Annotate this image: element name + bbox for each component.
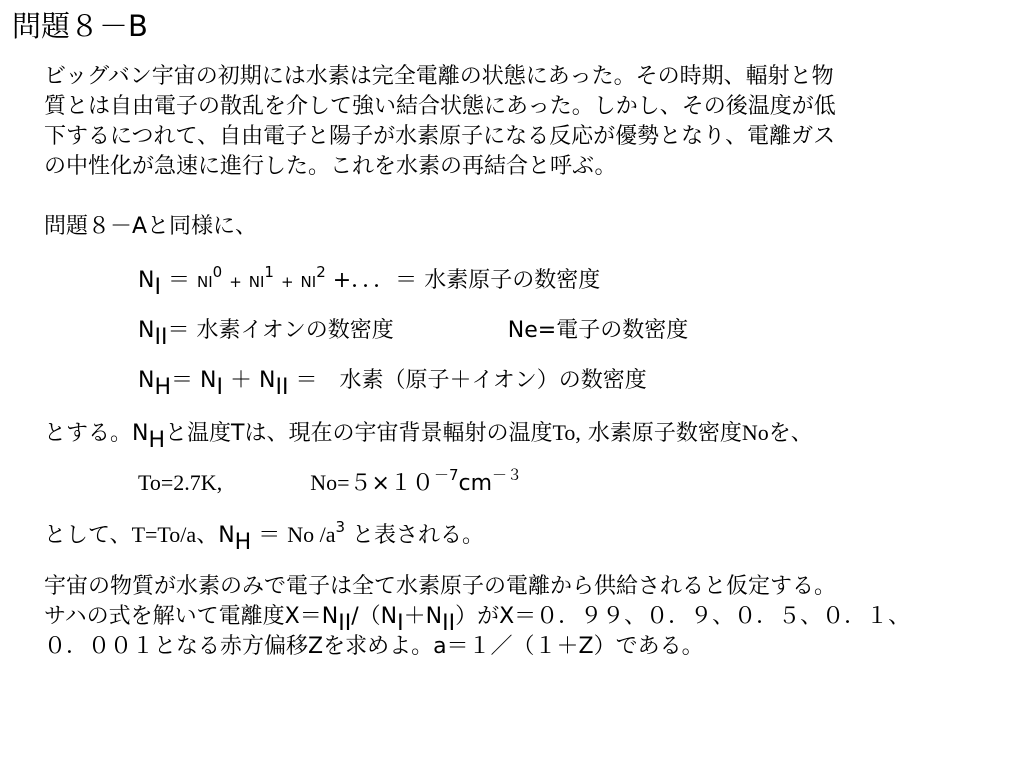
def-c: 水素原子数密度: [587, 421, 742, 446]
eq2-n: N: [138, 318, 155, 343]
task-line-1: 宇宙の物質が水素のみで電子は全て水素原子の電離から供給されると仮定する。: [44, 574, 837, 599]
same-as-line: [44, 212, 257, 242]
intro-paragraph: [44, 62, 1020, 182]
eq3-n: N: [138, 368, 155, 393]
eq3-n3: N: [259, 368, 276, 393]
scaling-sub-h: H: [234, 530, 252, 555]
task-paragraph: [44, 572, 1020, 662]
value-unit: cm: [458, 471, 493, 496]
task-l2-n1: N: [321, 604, 339, 629]
task-l2-plus: ＋: [403, 604, 426, 629]
scaling-a: として、: [44, 523, 132, 548]
scaling-exp: 3: [335, 518, 346, 536]
eq3-sub-h: H: [154, 375, 172, 400]
def-to: To,: [552, 420, 581, 445]
eq1-sup0: 0: [212, 263, 223, 281]
def-b: と温度Tは、現在の宇宙背景輻射の温度: [165, 421, 553, 446]
scaling-equals: ＝: [258, 523, 281, 548]
scaling-no: No /a: [287, 522, 336, 547]
eq2-electron: Ne=電子の数密度: [507, 318, 689, 343]
value-mantissa: ５×１０: [349, 471, 434, 496]
eq1-ni1: NI: [248, 273, 265, 291]
scaling-c: と表される。: [352, 523, 485, 548]
value-to: To=2.7K,: [138, 470, 223, 495]
scaling-t: T=To/a: [131, 522, 197, 547]
task-l2-n2: N: [380, 604, 398, 629]
eq3-n2: N: [200, 368, 217, 393]
def-d: を、: [768, 421, 813, 446]
title-text: 問題８－B: [12, 9, 148, 43]
scaling-n: N: [218, 523, 235, 548]
def-a: とする。: [44, 421, 133, 446]
task-l2-sub-i: I: [397, 611, 404, 636]
task-l2a: サハの式を解いて電離度X＝: [44, 604, 322, 629]
task-l2-n3: N: [425, 604, 443, 629]
equation-total: [138, 366, 647, 400]
def-sub-h: H: [148, 428, 166, 453]
slide-title: [12, 8, 148, 44]
scaling-b: 、: [196, 523, 219, 548]
eq1-dots: +．．．＝: [332, 268, 418, 293]
eq1-sup2: 2: [316, 263, 326, 281]
task-l2c: ）がX＝０．９９、０．９、０．５、０．１、: [455, 604, 911, 629]
eq3-description: ＝ 水素（原子＋イオン）の数密度: [295, 368, 647, 393]
eq1-description: 水素原子の数密度: [424, 268, 601, 293]
intro-line-2: 質とは自由電子の散乱を介して強い結合状態にあった。しかし、その後温度が低: [44, 94, 836, 119]
value-exp1: －7: [433, 466, 459, 484]
task-l2b: /（: [351, 604, 381, 629]
equation-ion: [138, 316, 689, 350]
eq1-n: N: [138, 268, 155, 293]
intro-line-4: の中性化が急速に進行した。これを水素の再結合と呼ぶ。: [44, 154, 617, 179]
task-l2-sub-ii1: II: [338, 611, 352, 636]
eq1-plus2: +: [280, 273, 294, 291]
values-line: [138, 468, 522, 499]
def-no: No: [741, 420, 769, 445]
eq1-sub-i: I: [154, 275, 161, 300]
eq1-equals: ＝: [167, 268, 190, 293]
eq1-ni2: NI: [300, 273, 317, 291]
definition-line: [44, 418, 813, 453]
task-line-3: ０．００１となる赤方偏移Zを求めよ。a＝１／（１＋Z）である。: [44, 634, 704, 659]
eq1-sup1: 1: [264, 263, 274, 281]
equation-neutral: [138, 263, 601, 300]
eq3-equals: ＝: [171, 368, 194, 393]
eq1-ni0: NI: [196, 273, 213, 291]
scaling-line: [44, 518, 485, 555]
intro-line-1: ビッグバン宇宙の初期には水素は完全電離の状態にあった。その時期、輻射と物: [44, 64, 834, 89]
task-l2-sub-ii2: II: [442, 611, 456, 636]
def-n: N: [132, 421, 149, 446]
eq2-description: ＝ 水素イオンの数密度: [167, 318, 394, 343]
eq1-plus1: +: [229, 273, 242, 291]
eq3-sub-i: I: [216, 375, 223, 400]
same-as-text: 問題８－Aと同様に、: [44, 214, 258, 239]
value-no: No=: [310, 470, 350, 495]
eq2-sub-ii: II: [154, 325, 168, 350]
value-exp2: －３: [492, 466, 523, 484]
eq3-plus: ＋: [230, 368, 253, 393]
intro-line-3: 下するにつれて、自由電子と陽子が水素原子になる反応が優勢となり、電離ガス: [44, 124, 836, 149]
task-line-2: [44, 602, 1020, 636]
eq3-sub-ii: II: [275, 375, 289, 400]
